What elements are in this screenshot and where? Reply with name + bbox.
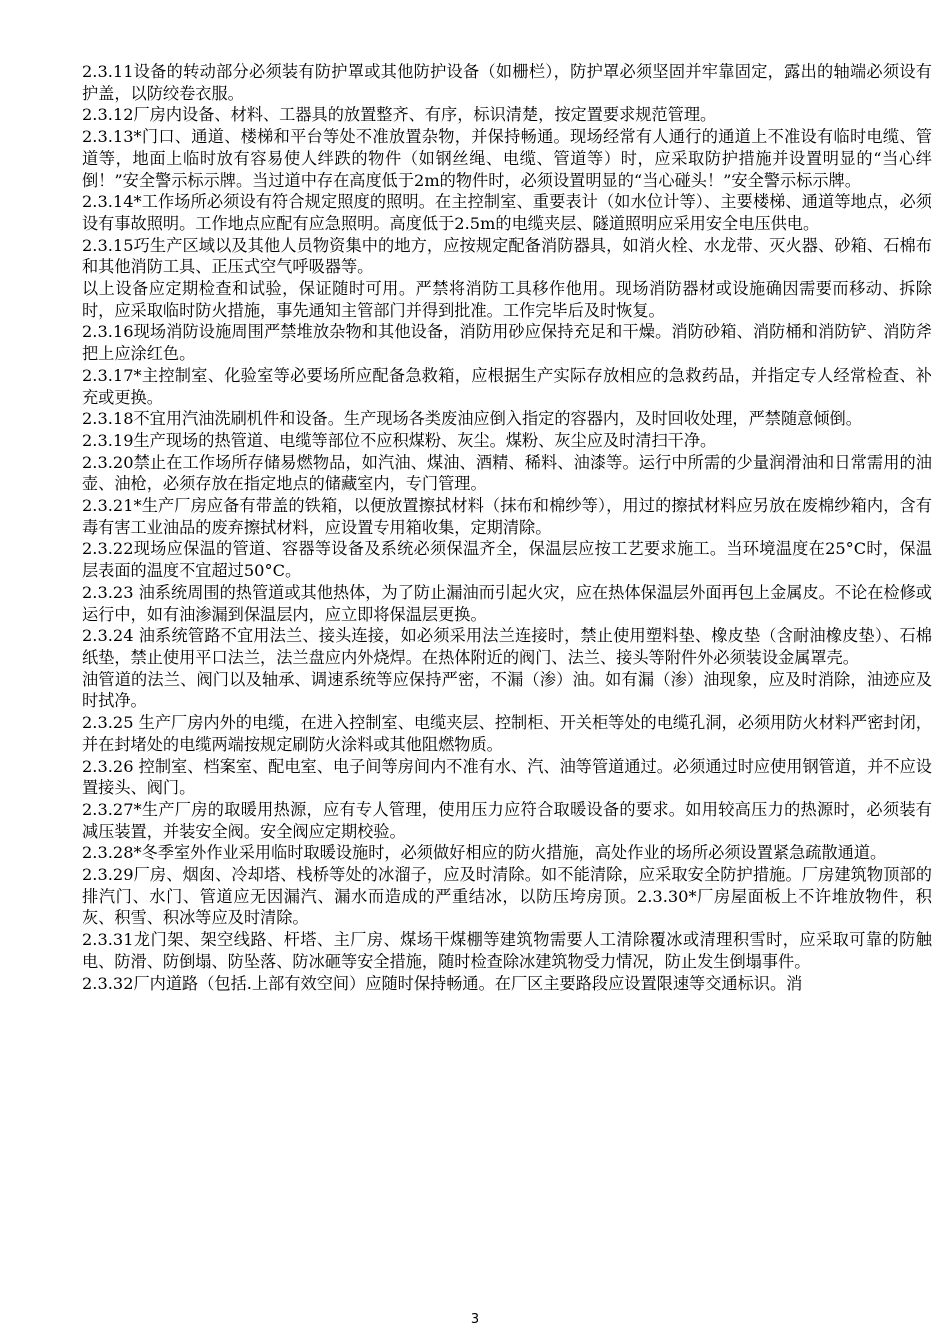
paragraph-2-3-21: 2.3.21*生产厂房应备有带盖的铁箱，以便放置擦拭材料（抹布和棉纱等），用过的擦拭材料应另放在废棉纱箱内，含有毒有害工业油品的废弃擦拭材料，应设置专用箱收集，定期清除。	[82, 496, 932, 537]
paragraph-2-3-26: 2.3.26 控制室、档案室、配电室、电子间等房间内不准有水、汽、油等管道通过。必须通过时应使用钢管道，并不应设置接头、阀门。	[82, 756, 932, 798]
paragraph-2-3-32: 2.3.32厂内道路（包括.上部有效空间）应随时保持畅通。在厂区主要路段应设置限速等交通标识。消	[82, 973, 803, 993]
paragraph-2-3-29: 2.3.29厂房、烟囱、冷却塔、栈桥等处的冰溜子，应及时清除。如不能清除，应采取安全防护措施。厂房建筑物顶部的排汽门、水门、管道应无因漏汽、漏水而造成的严重结冰，以防压垮房顶。2.3.30*厂房屋面板上不许堆放物件，积灰、积雪、积冰等应及时清除。	[82, 865, 932, 928]
paragraph-2-3-22: 2.3.22现场应保温的管道、容器等设备及系统必须保温齐全，保温层应按工艺要求施工。当环境温度在25°C时，保温层表面的温度不宜超过50°C。	[82, 539, 932, 581]
paragraph-2-3-25: 2.3.25 生产厂房内外的电缆，在进入控制室、电缆夹层、控制柜、开关柜等处的电缆孔洞，必须用防火材料严密封闭，并在封堵处的电缆两端按规定刷防火涂料或其他阻燃物质。	[82, 713, 932, 754]
paragraph-2-3-11: 2.3.11设备的转动部分必须装有防护罩或其他防护设备（如栅栏），防护罩必须坚固并牢靠固定，露出的轴端必须设有护盖，以防绞卷衣服。	[82, 62, 932, 103]
paragraph-2-3-18: 2.3.18不宜用汽油洗刷机件和设备。生产现场各类废油应倒入指定的容器内，及时回收处理，严禁随意倾倒。	[82, 409, 862, 429]
paragraph-2-3-17: 2.3.17*主控制室、化验室等必要场所应配备急救箱，应根据生产实际存放相应的急救药品，并指定专人经常检查、补充或更换。	[82, 365, 932, 407]
paragraph-2-3-24: 2.3.24 油系统管路不宜用法兰、接头连接，如必须采用法兰连接时，禁止使用塑料垫、橡皮垫（含耐油橡皮垫）、石棉纸垫，禁止使用平口法兰，法兰盘应内外烧焊。在热体附近的阀门、法兰、接头等附件外必须装设金属罩壳。	[82, 626, 932, 667]
paragraph-2-3-31: 2.3.31龙门架、架空线路、杆塔、主厂房、煤场干煤棚等建筑物需要人工清除覆冰或清理积雪时，应采取可靠的防触电、防滑、防倒塌、防坠落、防冰砸等安全措施，随时检查除冰建筑物受力情况，防止发生倒塌事件。	[82, 930, 932, 971]
paragraph-2-3-19: 2.3.19生产现场的热管道、电缆等部位不应积煤粉、灰尘。煤粉、灰尘应及时清扫干净。	[82, 430, 717, 450]
paragraph-2-3-15-continued: 以上设备应定期检查和试验，保证随时可用。严禁将消防工具移作他用。现场消防器材或设施确因需要而移动、拆除时，应采取临时防火措施，事先通知主管部门并得到批准。工作完毕后及时恢复。	[82, 279, 932, 320]
paragraph-2-3-27: 2.3.27*生产厂房的取暖用热源，应有专人管理，使用压力应符合取暖设备的要求。如用较高压力的热源时，必须装有减压装置，并装安全阀。安全阀应定期校验。	[82, 799, 932, 841]
paragraph-2-3-28: 2.3.28*冬季室外作业采用临时取暖设施时，必须做好相应的防火措施，高处作业的场所必须设置紧急疏散通道。	[82, 843, 887, 863]
paragraph-2-3-12: 2.3.12厂房内设备、材料、工器具的放置整齐、有序，标识清楚，按定置要求规范管理。	[82, 105, 717, 125]
paragraph-2-3-23: 2.3.23 油系统周围的热管道或其他热体，为了防止漏油而引起火灾，应在热体保温层外面再包上金属皮。不论在检修或运行中，如有油渗漏到保温层内，应立即将保温层更换。	[82, 582, 932, 624]
paragraph-2-3-20: 2.3.20禁止在工作场所存储易燃物品，如汽油、煤油、酒精、稀料、油漆等。运行中所需的少量润滑油和日常需用的油壶、油枪，必须存放在指定地点的储藏室内，专门管理。	[82, 452, 932, 494]
paragraph-2-3-24-continued: 油管道的法兰、阀门以及轴承、调速系统等应保持严密，不漏（渗）油。如有漏（渗）油现象，应及时消除，油迹应及时拭净。	[82, 669, 932, 711]
paragraph-2-3-13: 2.3.13*门口、通道、楼梯和平台等处不准放置杂物，并保持畅通。现场经常有人通行的通道上不准设有临时电缆、管道等，地面上临时放有容易使人绊跌的物件（如钢丝绳、电缆、管道等）时，应采取防护措施并设置明显的“当心绊倒！”安全警示标示牌。当过道中存在高度低于2m的物件时，必须设置明显的“当心碰头！”安全警示标示牌。	[82, 127, 932, 190]
document-body	[82, 61, 932, 994]
paragraph-2-3-15: 2.3.15巧生产区域以及其他人员物资集中的地方，应按规定配备消防器具，如消火栓、水龙带、灭火器、砂箱、石棉布和其他消防工具、正压式空气呼吸器等。	[82, 235, 932, 277]
paragraph-2-3-16: 2.3.16现场消防设施周围严禁堆放杂物和其他设备，消防用砂应保持充足和干燥。消防砂箱、消防桶和消防铲、消防斧把上应涂红色。	[82, 322, 932, 364]
page-number: 3	[470, 1312, 480, 1327]
paragraph-2-3-14: 2.3.14*工作场所必须设有符合规定照度的照明。在主控制室、重要表计（如水位计等）、主要楼梯、通道等地点，必须设有事故照明。工作地点应配有应急照明。高度低于2.5m的电缆夹层、隧道照明应采用安全电压供电。	[82, 192, 932, 233]
